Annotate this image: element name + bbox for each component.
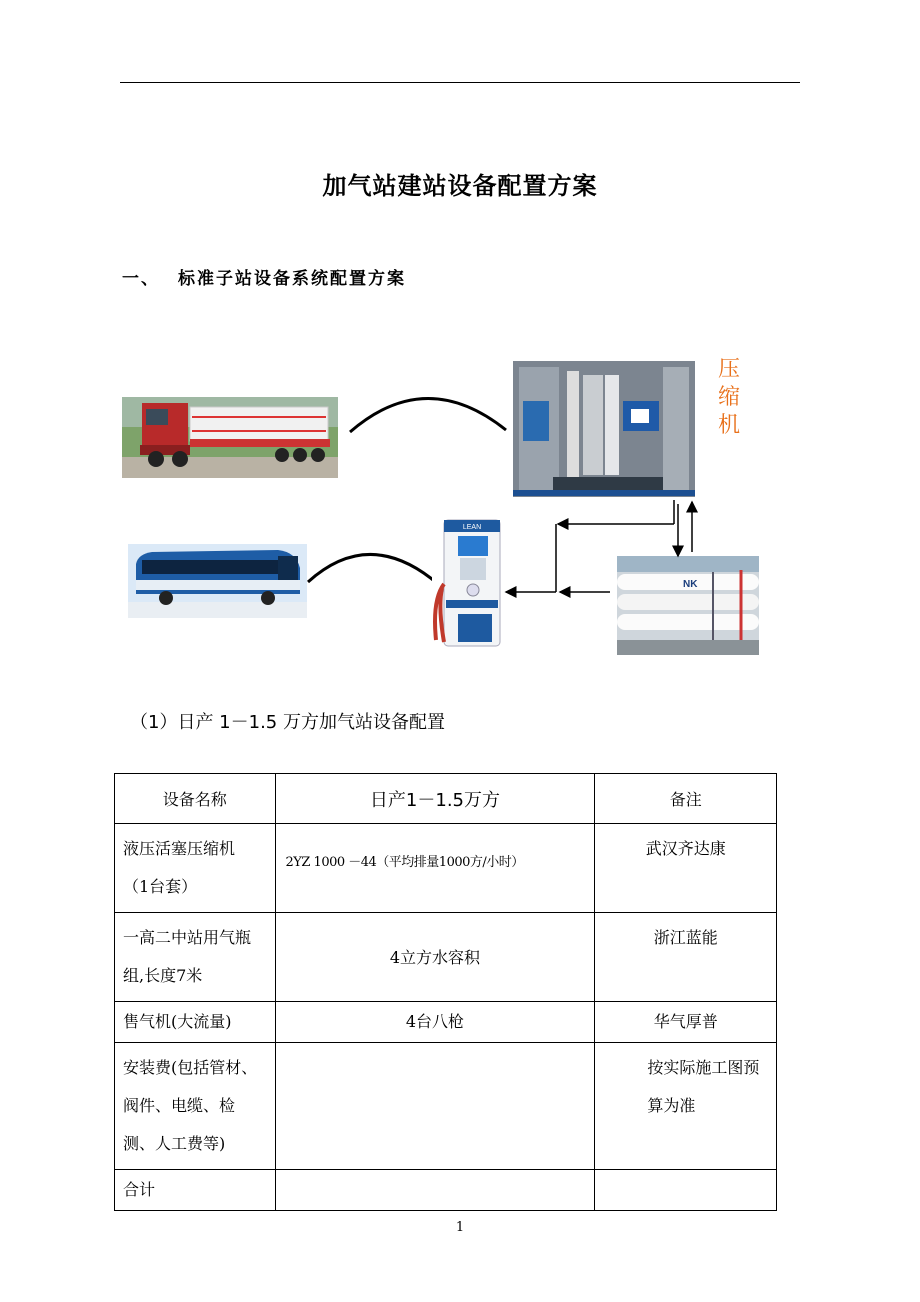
header-rule bbox=[120, 82, 800, 83]
table-cell-note: 华气厚普 bbox=[595, 1002, 777, 1043]
connector-arc-truck-compressor bbox=[346, 386, 510, 436]
table-cell-note: 按实际施工图预算为准 bbox=[595, 1043, 777, 1170]
table-cell-name: 安装费(包括管材、阀件、电缆、检测、人工费等) bbox=[115, 1043, 276, 1170]
table-header-cell: 日产1－1.5万方 bbox=[275, 774, 595, 824]
table-row bbox=[115, 824, 777, 913]
table-cell-name: 售气机(大流量) bbox=[115, 1002, 276, 1043]
table-cell-name: 合计 bbox=[115, 1170, 276, 1211]
table-row bbox=[115, 1170, 777, 1211]
table-cell-spec: 4台八枪 bbox=[275, 1002, 595, 1043]
table-header-cell: 备注 bbox=[595, 774, 777, 824]
sub-heading: （1）日产 1－1.5 万方加气站设备配置 bbox=[130, 712, 445, 733]
table-cell-note: 武汉齐达康 bbox=[595, 824, 777, 913]
table-cell-note bbox=[595, 1170, 777, 1211]
table-row bbox=[115, 1043, 777, 1170]
table-row bbox=[115, 913, 777, 1002]
flow-arrows bbox=[500, 496, 714, 598]
document-title: 加气站建站设备配置方案 bbox=[322, 172, 598, 200]
gas-dispenser-image bbox=[432, 518, 504, 650]
table-cell-spec bbox=[275, 1170, 595, 1211]
connector-arc-bus-dispenser bbox=[304, 544, 442, 588]
tube-trailer-truck-image bbox=[122, 397, 338, 478]
dispenser-brand-text: LEAN bbox=[462, 524, 482, 531]
bus-image bbox=[128, 544, 307, 618]
table-header-row bbox=[115, 774, 777, 824]
table-row bbox=[115, 1002, 777, 1043]
table-header-cell: 设备名称 bbox=[115, 774, 276, 824]
equipment-config-table bbox=[114, 773, 777, 1211]
compressor-label: 压缩机 bbox=[718, 357, 741, 438]
page-number: 1 bbox=[455, 1220, 465, 1235]
section-heading bbox=[122, 264, 406, 289]
table-cell-spec bbox=[275, 1043, 595, 1170]
gas-compressor-image bbox=[513, 361, 695, 497]
cylinder-brand-text: NK bbox=[683, 579, 698, 590]
section-number: 一、 bbox=[122, 269, 160, 289]
table-cell-spec: 2YZ 1000 －44（平均排量1000方/小时） bbox=[275, 824, 595, 913]
section-title: 标准子站设备系统配置方案 bbox=[178, 269, 406, 289]
table-cell-name: 液压活塞压缩机 （1台套） bbox=[115, 824, 276, 913]
table-cell-name: 一高二中站用气瓶组,长度7米 bbox=[115, 913, 276, 1002]
table-cell-spec: 4立方水容积 bbox=[275, 913, 595, 1002]
table-cell-note: 浙江蓝能 bbox=[595, 913, 777, 1002]
